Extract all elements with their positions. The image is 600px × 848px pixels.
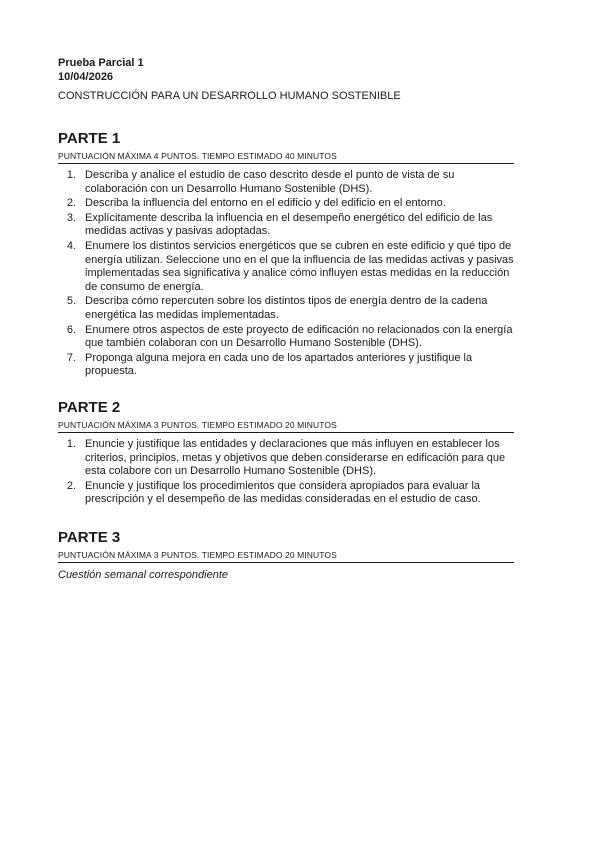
question-item xyxy=(58,169,514,196)
question-item xyxy=(58,240,514,294)
question-text: Describa cómo repercuten sobre los distintos tipos de energía dentro de la cadena energética las medidas implementadas. xyxy=(85,295,488,321)
section-note: Cuestión semanal correspondiente xyxy=(58,568,228,581)
section-meta: PUNTUACIÓN MÁXIMA 3 PUNTOS. TIEMPO ESTIMADO 20 MINUTOS xyxy=(58,419,514,433)
question-item xyxy=(58,324,514,351)
question-text: Describa la influencia del entorno en el edificio y del edificio en el entorno. xyxy=(85,197,446,210)
section-meta: PUNTUACIÓN MÁXIMA 4 PUNTOS. TIEMPO ESTIMADO 40 MINUTOS xyxy=(58,150,514,164)
question-item xyxy=(58,295,514,322)
question-text: Enumere los distintos servicios energéticos que se cubren en este edificio y qué tipo de energía utilizan. Seleccione uno en el que la influencia de las medidas activas y pasivas implementadas sea significativa y analice cómo influyen estas medidas en la reducción de consumo de energía. xyxy=(85,239,514,293)
question-list xyxy=(58,169,514,379)
question-text: Describa y analice el estudio de caso descrito desde el punto de vista de su colaboración con un Desarrollo Humano Sostenible (DHS). xyxy=(85,169,455,195)
question-text: Enuncie y justifique los procedimientos que considera apropiados para evaluar la prescripción y el desempeño de las medidas consideradas en el estudio de caso. xyxy=(85,479,481,506)
section-parte-2 xyxy=(58,399,514,507)
question-number: 5. xyxy=(66,295,76,308)
exam-date: 10/04/2026 xyxy=(58,71,114,83)
question-text: Explícitamente describa la influencia en el desempeño energético del edificio de las medidas activas y pasivas adoptadas. xyxy=(85,211,493,238)
question-item xyxy=(58,352,514,379)
exam-title: Prueba Parcial 1 xyxy=(58,57,144,69)
question-text: Proponga alguna mejora en cada uno de los apartados anteriores y justifique la propuesta. xyxy=(85,351,473,378)
section-title: PARTE 1 xyxy=(58,130,121,147)
question-number: 6. xyxy=(66,323,76,336)
question-text: Enumere otros aspectos de este proyecto de edificación no relacionados con la energía que también colaboran con un Desarrollo Humano Sostenible (DHS). xyxy=(85,323,513,350)
question-number: 1. xyxy=(66,437,76,450)
section-parte-1 xyxy=(58,130,514,379)
question-number: 3. xyxy=(66,211,76,224)
question-list xyxy=(58,438,514,507)
question-item xyxy=(58,197,514,211)
section-parte-3 xyxy=(58,529,514,582)
exam-header xyxy=(58,56,514,103)
question-item xyxy=(58,480,514,507)
question-text: Enuncie y justifique las entidades y declaraciones que más influyen en establecer los criterios, principios, metas y objetivos que deben considerarse en edificación para que esta colabore con un Desarrollo Humano Sostenible (DHS). xyxy=(85,437,506,478)
question-number: 4. xyxy=(66,239,76,252)
section-meta: PUNTUACIÓN MÁXIMA 3 PUNTOS. TIEMPO ESTIMADO 20 MINUTOS xyxy=(58,549,514,563)
question-item xyxy=(58,212,514,239)
section-title: PARTE 3 xyxy=(58,528,121,546)
question-number: 7. xyxy=(66,351,76,364)
section-title: PARTE 2 xyxy=(58,398,121,416)
course-name: CONSTRUCCIÓN PARA UN DESARROLLO HUMANO SOSTENIBLE xyxy=(58,90,401,102)
question-number: 2. xyxy=(66,479,76,492)
question-number: 1. xyxy=(66,169,76,181)
question-item xyxy=(58,438,514,479)
question-number: 2. xyxy=(66,197,76,210)
